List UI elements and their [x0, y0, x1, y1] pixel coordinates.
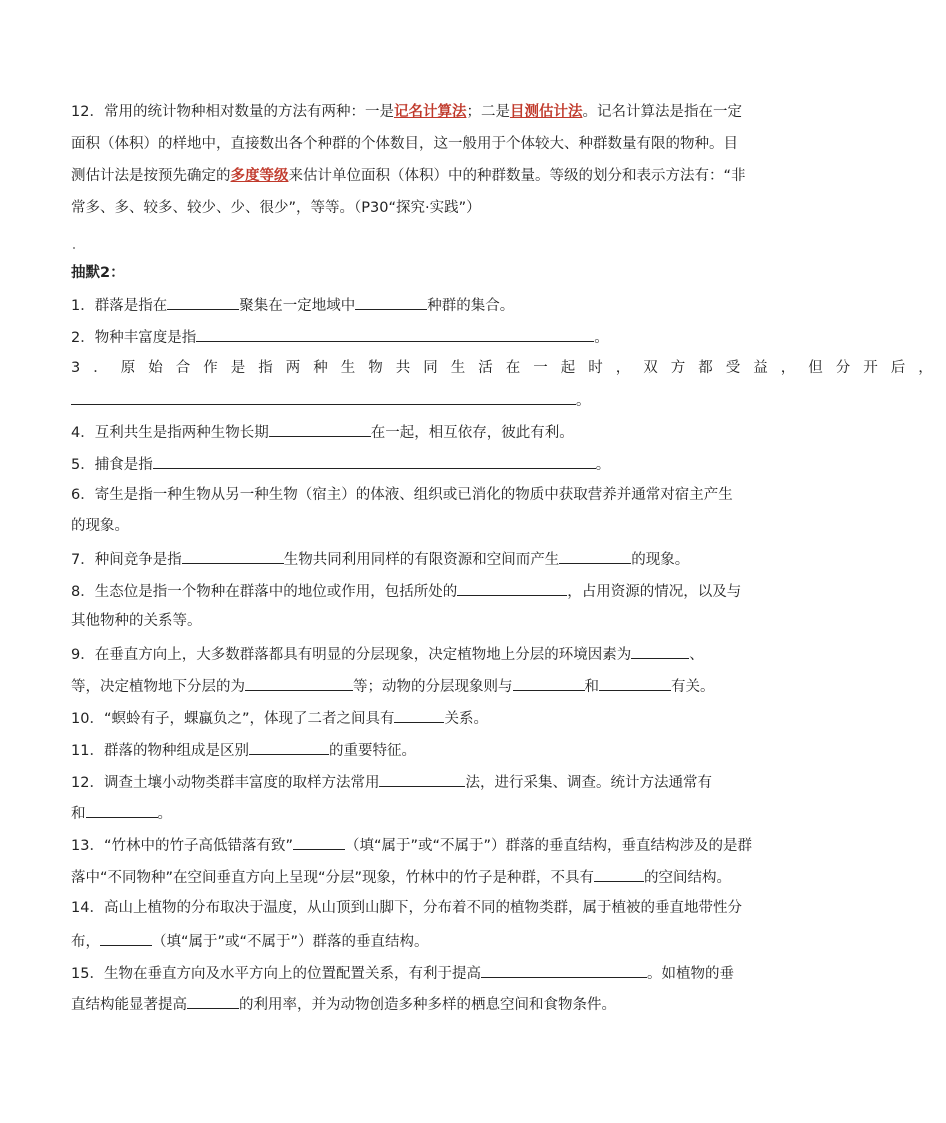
- q-text: 有关。: [671, 679, 715, 695]
- blank[interactable]: [379, 771, 465, 787]
- q-text: 5．捕食是指: [71, 457, 153, 473]
- q-text: ，占用资源的情况，以及与: [567, 584, 742, 600]
- blank[interactable]: [86, 802, 158, 818]
- q-text: 的重要特征。: [328, 743, 416, 759]
- q-text: （填“属于”或“不属于”）群落的垂直结构，垂直结构涉及的是群: [344, 838, 753, 854]
- q-text: 落中“不同物种”在空间垂直方向上呈现“分层”现象，竹林中的竹子是种群，不具有: [71, 870, 595, 886]
- q8-cont: 其他物种的关系等。: [71, 613, 202, 629]
- q14: 14．高山上植物的分布取决于温度，从山顶到山脚下，分布着不同的植物类群，属于植被的垂直地带性分: [71, 900, 742, 916]
- q4: [71, 421, 574, 443]
- p12-line3: [71, 166, 746, 186]
- q-text: 种群的集合。: [427, 298, 515, 314]
- p12-text: 测估计法是按预先确定的: [71, 168, 231, 184]
- q-text: 。: [576, 393, 591, 409]
- q-text: 1．群落是指在: [71, 298, 168, 314]
- q12-cont: [71, 802, 172, 824]
- stray-dot: [73, 247, 75, 249]
- q-text: 生物共同利用同样的有限资源和空间而产生: [283, 552, 560, 568]
- q3-cont: [71, 389, 591, 411]
- blank[interactable]: [153, 453, 596, 469]
- q-text: （填“属于”或“不属于”）群落的垂直结构。: [152, 934, 429, 950]
- blank[interactable]: [599, 675, 671, 691]
- q3: 3．原始合作是指两种生物共同生活在一起时，双方都受益，但分开后，: [71, 360, 946, 376]
- blank[interactable]: [100, 930, 152, 946]
- q-text: 7．种间竞争是指: [71, 552, 182, 568]
- q6-cont: 的现象。: [71, 518, 129, 534]
- q8: [71, 580, 741, 602]
- q-text: 和: [71, 806, 86, 822]
- q-text: 。如植物的垂: [646, 966, 734, 982]
- q-text: 法，进行采集、调查。统计方法通常有: [465, 775, 712, 791]
- q-text: 。: [594, 330, 609, 346]
- q10: [71, 707, 488, 729]
- blank[interactable]: [187, 993, 239, 1009]
- q-text: 10．“螟蛉有子，蜾蠃负之”，体现了二者之间具有: [71, 711, 395, 727]
- q-text: 13．“竹林中的竹子高低错落有致”: [71, 838, 293, 854]
- section-heading: 抽默2：: [71, 265, 125, 281]
- q-text: 和: [584, 679, 599, 695]
- p12-line1: [71, 102, 742, 122]
- q12: [71, 771, 712, 793]
- q-text: 直结构能显著提高: [71, 997, 187, 1013]
- q-text: 的空间结构。: [644, 870, 732, 886]
- q-text: 8．生态位是指一个物种在群落中的地位或作用，包括所处的: [71, 584, 458, 600]
- q13: [71, 834, 752, 856]
- q-text: 布，: [71, 934, 100, 950]
- q13-cont: [71, 866, 731, 888]
- blank[interactable]: [269, 421, 371, 437]
- blank[interactable]: [481, 962, 647, 978]
- keyword-duodu: 多度等级: [230, 168, 289, 184]
- q2: [71, 326, 609, 348]
- q-text: 、: [689, 647, 704, 663]
- q5: [71, 453, 610, 475]
- blank[interactable]: [293, 834, 345, 850]
- blank[interactable]: [182, 548, 284, 564]
- blank[interactable]: [594, 866, 644, 882]
- p12-line2: 面积（体积）的样地中，直接数出各个种群的个体数目，这一般用于个体较大、种群数量有限的物种。目: [71, 136, 738, 152]
- blank[interactable]: [245, 675, 353, 691]
- blank[interactable]: [167, 294, 239, 310]
- blank[interactable]: [457, 580, 567, 596]
- q-text: 聚集在一定地域中: [239, 298, 356, 314]
- q-text: 等；动物的分层现象则与: [353, 679, 513, 695]
- p12-text: ；二是: [466, 104, 510, 120]
- q15: [71, 962, 734, 984]
- q14-cont: [71, 930, 429, 952]
- blank[interactable]: [559, 548, 631, 564]
- q-text: 。: [157, 806, 172, 822]
- q15-cont: [71, 993, 616, 1015]
- keyword-mucegu: 目测估计法: [509, 104, 583, 120]
- q-text: 9．在垂直方向上，大多数群落都具有明显的分层现象，决定植物地上分层的环境因素为: [71, 647, 632, 663]
- q-text: 。: [595, 457, 611, 473]
- blank[interactable]: [631, 643, 689, 659]
- q-text: 在一起，相互依存，彼此有利。: [370, 425, 574, 441]
- blank[interactable]: [394, 707, 444, 723]
- q-text: 11．群落的物种组成是区别: [71, 743, 249, 759]
- q9-cont: [71, 675, 715, 697]
- q-text: 的利用率，并为动物创造多种多样的栖息空间和食物条件。: [239, 997, 616, 1013]
- q-text: 4．互利共生是指两种生物长期: [71, 425, 269, 441]
- q9: [71, 643, 704, 665]
- p12-text: 12．常用的统计物种相对数量的方法有两种：一是: [71, 104, 394, 120]
- q-text: 的现象。: [631, 552, 690, 568]
- p12-text: 来估计单位面积（体积）中的种群数量。等级的划分和表示方法有：“非: [288, 168, 746, 184]
- q-text: 2．物种丰富度是指: [71, 330, 197, 346]
- q6: 6．寄生是指一种生物从另一种生物（宿主）的体液、组织或已消化的物质中获取营养并通常对宿主产生: [71, 487, 733, 503]
- q-text: 12．调查土壤小动物类群丰富度的取样方法常用: [71, 775, 380, 791]
- q11: [71, 739, 416, 761]
- q-text: 等，决定植物地下分层的为: [71, 679, 245, 695]
- blank[interactable]: [513, 675, 585, 691]
- p12-text: 。记名计算法是指在一定: [582, 104, 742, 120]
- blank[interactable]: [355, 294, 427, 310]
- blank[interactable]: [196, 326, 594, 342]
- q1: [71, 294, 514, 316]
- p12-line4: 常多、多、较多、较少、少、很少”，等等。（P30“探究·实践”）: [71, 200, 481, 216]
- blank[interactable]: [71, 389, 576, 405]
- q-text: 关系。: [444, 711, 488, 727]
- keyword-jiming: 记名计算法: [393, 104, 467, 120]
- q7: [71, 548, 689, 570]
- blank[interactable]: [249, 739, 329, 755]
- q-text: 15．生物在垂直方向及水平方向上的位置配置关系，有利于提高: [71, 966, 481, 982]
